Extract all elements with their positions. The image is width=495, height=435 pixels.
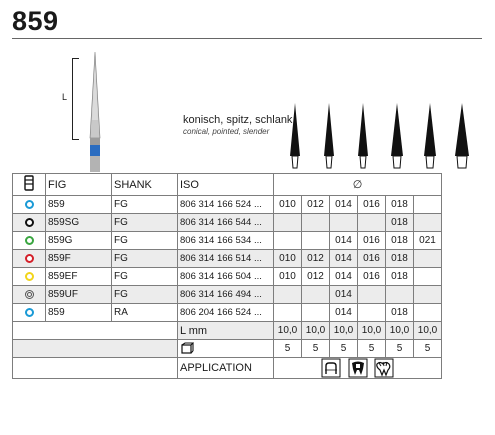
size-cell [330, 214, 358, 232]
size-cell: 010 [274, 196, 302, 214]
size-cell: 014 [330, 250, 358, 268]
size-cell: 018 [386, 250, 414, 268]
size-cell [302, 214, 330, 232]
size-cell: 012 [302, 196, 330, 214]
size-cell: 021 [414, 232, 442, 250]
size-cell [302, 232, 330, 250]
shank-cell: FG [112, 286, 178, 304]
shank-cell: RA [112, 304, 178, 322]
size-cell [414, 196, 442, 214]
blue-dot-icon [25, 200, 34, 209]
size-cell: 016 [358, 232, 386, 250]
size-cell [302, 304, 330, 322]
size-profiles-icon [282, 100, 472, 172]
shank-cell: FG [112, 268, 178, 286]
table-row [13, 268, 442, 286]
size-cell [274, 286, 302, 304]
table-row [13, 232, 442, 250]
shank-cell: FG [112, 250, 178, 268]
iso-header: ISO [178, 174, 274, 196]
length-cell: 10,0 [274, 322, 302, 340]
description-german: konisch, spitz, schlank [183, 114, 293, 126]
color-code-cell [13, 304, 46, 322]
molar-prep-icon [348, 358, 368, 378]
package-icon [180, 342, 194, 355]
shank-header: SHANK [112, 174, 178, 196]
iso-cell: 806 314 166 504 ... [178, 268, 274, 286]
fig-cell: 859 [46, 196, 112, 214]
table-row [13, 286, 442, 304]
size-cell: 018 [386, 214, 414, 232]
length-marker: L [62, 92, 68, 102]
green-dot-icon [25, 236, 34, 245]
table-row [13, 196, 442, 214]
pack-cell: 5 [386, 340, 414, 358]
size-cell: 016 [358, 268, 386, 286]
length-cell: 10,0 [358, 322, 386, 340]
size-cell: 010 [274, 268, 302, 286]
fig-cell: 859EF [46, 268, 112, 286]
size-cell [414, 268, 442, 286]
size-cell: 016 [358, 250, 386, 268]
size-cell: 014 [330, 304, 358, 322]
length-cell: 10,0 [386, 322, 414, 340]
application-row [13, 358, 442, 379]
size-cell: 014 [330, 196, 358, 214]
size-cell: 018 [386, 268, 414, 286]
size-cell: 012 [302, 250, 330, 268]
pin-icon [21, 174, 37, 192]
table-row [13, 250, 442, 268]
size-cell: 014 [330, 286, 358, 304]
color-code-cell [13, 250, 46, 268]
fig-cell: 859UF [46, 286, 112, 304]
blue-dot-icon [25, 308, 34, 317]
pack-label [178, 340, 274, 358]
iso-cell: 806 314 166 524 ... [178, 196, 274, 214]
iso-cell: 806 314 166 544 ... [178, 214, 274, 232]
description [183, 114, 292, 137]
red-dot-icon [25, 254, 34, 263]
size-cell: 012 [302, 268, 330, 286]
pack-row [13, 340, 442, 358]
length-cell: 10,0 [330, 322, 358, 340]
size-cell [302, 286, 330, 304]
shank-cell: FG [112, 214, 178, 232]
iso-cell: 806 314 166 494 ... [178, 286, 274, 304]
shank-cell: FG [112, 196, 178, 214]
size-cell [358, 286, 386, 304]
size-cell: 010 [274, 250, 302, 268]
pack-cell: 5 [302, 340, 330, 358]
pack-cell: 5 [330, 340, 358, 358]
black-dot-icon [25, 218, 34, 227]
fig-cell: 859 [46, 304, 112, 322]
size-cell [358, 304, 386, 322]
iso-cell: 806 314 166 534 ... [178, 232, 274, 250]
size-cell: 018 [386, 196, 414, 214]
size-cell: 014 [330, 268, 358, 286]
size-cell [386, 286, 414, 304]
tooth-surface-icon [374, 358, 394, 378]
length-label: L mm [178, 322, 274, 340]
title-divider [12, 38, 482, 39]
color-code-cell [13, 214, 46, 232]
pack-cell: 5 [414, 340, 442, 358]
white-ring-icon [25, 290, 34, 299]
table-row [13, 304, 442, 322]
color-code-cell [13, 232, 46, 250]
length-cell: 10,0 [414, 322, 442, 340]
fig-cell: 859G [46, 232, 112, 250]
fig-header: FIG [46, 174, 112, 196]
length-row [13, 322, 442, 340]
size-cell [274, 214, 302, 232]
product-number: 859 [12, 6, 59, 36]
iso-cell: 806 314 166 514 ... [178, 250, 274, 268]
pack-spacer [13, 340, 178, 358]
size-cell [358, 214, 386, 232]
table-row [13, 214, 442, 232]
application-icons [274, 358, 442, 379]
size-cell [414, 250, 442, 268]
size-cell: 018 [386, 232, 414, 250]
length-bracket [72, 58, 79, 140]
product-table [12, 173, 442, 379]
size-cell [274, 304, 302, 322]
application-label: APPLICATION [178, 358, 274, 379]
length-spacer [13, 322, 178, 340]
fig-cell: 859SG [46, 214, 112, 232]
pack-cell: 5 [274, 340, 302, 358]
color-code-cell [13, 196, 46, 214]
crown-prep-icon [321, 358, 341, 378]
yellow-dot-icon [25, 272, 34, 281]
application-spacer [13, 358, 178, 379]
pack-cell: 5 [358, 340, 386, 358]
size-cell [414, 304, 442, 322]
size-cell: 018 [386, 304, 414, 322]
length-cell: 10,0 [302, 322, 330, 340]
description-english: conical, pointed, slender [183, 127, 270, 136]
bur-illustration-icon [82, 50, 108, 172]
size-cell [414, 286, 442, 304]
pin-icon-cell [13, 174, 46, 196]
shank-cell: FG [112, 232, 178, 250]
color-code-cell [13, 286, 46, 304]
diameter-header: ∅ [274, 174, 442, 196]
size-cell: 016 [358, 196, 386, 214]
table-header-row [13, 174, 442, 196]
fig-cell: 859F [46, 250, 112, 268]
color-code-cell [13, 268, 46, 286]
size-cell [414, 214, 442, 232]
size-cell: 014 [330, 232, 358, 250]
iso-cell: 806 204 166 524 ... [178, 304, 274, 322]
size-cell [274, 232, 302, 250]
